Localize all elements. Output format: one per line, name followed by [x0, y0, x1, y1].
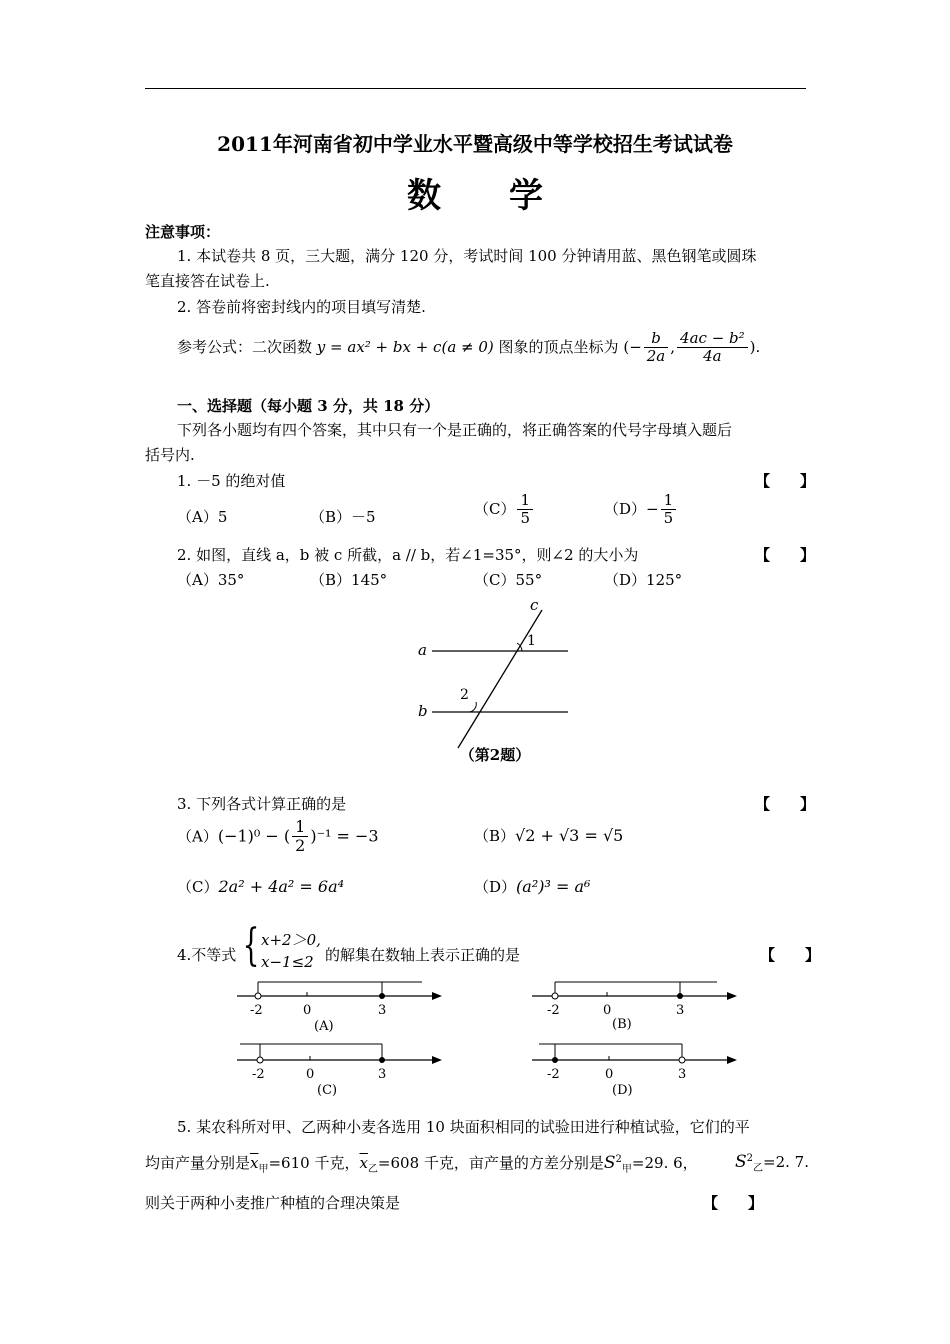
- q3-option-b-label: （B）: [474, 827, 516, 845]
- q4-stem-suffix: 的解集在数轴上表示正确的是: [325, 946, 521, 964]
- q5-var-yi: =2. 7.: [763, 1153, 809, 1171]
- q2-answer-bracket[interactable]: 【 】: [755, 546, 816, 564]
- notice-heading: 注意事项：: [145, 223, 221, 241]
- q5-stem-line2: [145, 1152, 698, 1175]
- tick-neg2: -2: [250, 1003, 263, 1018]
- tick-3: 3: [378, 1067, 387, 1082]
- notice-item-2: 2. 答卷前将密封线内的项目填写清楚.: [177, 298, 426, 316]
- vertex-x-num: b: [644, 330, 669, 348]
- q4-stem-prefix: 4.不等式: [177, 946, 237, 964]
- fig-caption: （第2题）: [459, 746, 531, 764]
- q1-d-den: 5: [663, 509, 674, 528]
- q3-option-b: [474, 825, 623, 846]
- tick-3: 3: [676, 1003, 685, 1018]
- number-line-c: [232, 1036, 447, 1100]
- q1-c-num: 1: [517, 492, 533, 510]
- angle-2-arc: [469, 702, 476, 712]
- q1-option-b: （B）－5: [310, 508, 376, 526]
- label-b: (B): [612, 1017, 632, 1032]
- exam-title: 2011年河南省初中学业水平暨高级中等学校招生考试试卷: [217, 132, 733, 156]
- formula-expression: y = ax² + bx + c(a ≠ 0): [316, 337, 494, 356]
- q4-answer-bracket[interactable]: 【 】: [760, 946, 821, 964]
- tick-0: 0: [605, 1067, 614, 1082]
- sq-jia: 2: [615, 1154, 622, 1165]
- q2-figure: [410, 598, 580, 773]
- vertex-y-num: 4ac − b²: [677, 330, 748, 348]
- q3-d-expr: (a²)³ = a⁶: [516, 877, 591, 896]
- xbar-yi: $\overline{x}$: [359, 1154, 368, 1172]
- q3-option-c: [177, 876, 344, 897]
- section-1-intro: 下列各小题均有四个答案，其中只有一个是正确的，将正确答案的代号字母填入题后: [177, 421, 733, 439]
- label-a: (A): [314, 1019, 334, 1034]
- vertex-y-fraction: [677, 330, 748, 366]
- fig-label-b: b: [418, 702, 428, 720]
- q5-stem-line3: 则关于两种小麦推广种植的合理决策是: [145, 1194, 401, 1212]
- q3-stem: 3. 下列各式计算正确的是: [177, 795, 347, 813]
- q1-stem: 1. －5 的绝对值: [177, 472, 286, 490]
- sub-yi-s: 乙: [753, 1163, 764, 1174]
- number-line-a: [232, 972, 447, 1034]
- tick-0: 0: [603, 1003, 612, 1018]
- tick-3: 3: [378, 1003, 387, 1018]
- q1-option-c-label: （C）: [474, 499, 516, 518]
- label-d: (D): [612, 1083, 633, 1098]
- fig-label-c: c: [530, 598, 539, 614]
- fig-label-2: 2: [460, 687, 469, 703]
- vertex-x-den: 2a: [646, 347, 666, 366]
- variance-s-jia: S: [603, 1153, 616, 1173]
- q5-var-jia: =29. 6，: [631, 1154, 698, 1172]
- sub-jia: 甲: [258, 1164, 269, 1175]
- vertex-open: (−: [623, 337, 642, 356]
- fig-label-a: a: [418, 641, 427, 659]
- formula-prefix: 参考公式：二次函数: [177, 337, 313, 356]
- q5-answer-bracket[interactable]: 【 】: [703, 1194, 764, 1212]
- q3-a-num: 1: [292, 818, 308, 837]
- tick-neg2: -2: [252, 1067, 265, 1082]
- q2-stem: 2. 如图，直线 a，b 被 c 所截，a // b，若∠1=35°，则∠2 的大小为: [177, 546, 639, 564]
- q1-d-num: 1: [661, 492, 677, 510]
- tick-0: 0: [303, 1003, 312, 1018]
- q3-a-expr-right: )⁻¹ = −3: [310, 826, 379, 846]
- subject-title: 数学: [407, 176, 611, 216]
- system-brace: {: [242, 920, 260, 971]
- sq-yi: 2: [746, 1153, 754, 1164]
- fig-label-1: 1: [527, 633, 536, 649]
- line-c: [458, 610, 542, 748]
- q5-stem-line1: 5. 某农科所对甲、乙两种小麦各选用 10 块面积相同的试验田进行种植试验，它们的平: [177, 1118, 750, 1136]
- q3-option-a-label: （A）: [177, 827, 218, 846]
- q2-option-b: （B）145°: [310, 571, 388, 589]
- q3-a-fraction: [292, 818, 308, 856]
- q5-var-yi-group: [735, 1152, 809, 1174]
- vertex-comma: ,: [670, 337, 676, 356]
- number-line-d: [527, 1036, 742, 1100]
- q4-inequality-1: x+2＞0,: [261, 931, 321, 949]
- section-1-heading: 一、选择题（每小题 3 分，共 18 分）: [177, 397, 440, 415]
- q1-answer-bracket[interactable]: 【 】: [755, 472, 816, 490]
- notice-item-1-cont: 笔直接答在试卷上.: [145, 272, 270, 290]
- q1-option-c: [474, 492, 535, 528]
- xbar-jia: $\overline{x}$: [250, 1154, 259, 1172]
- notice-item-1: 1. 本试卷共 8 页，三大题，满分 120 分，考试时间 100 分钟请用蓝、黑色钢笔或圆珠: [177, 247, 757, 265]
- q3-option-d: [474, 876, 590, 897]
- number-line-b: [527, 972, 742, 1034]
- tick-0: 0: [306, 1067, 315, 1082]
- q1-option-c-fraction: [517, 492, 533, 528]
- q4-inequality-2: x−1≤2: [261, 953, 314, 971]
- q5-val-jia: =610 千克，: [268, 1154, 360, 1172]
- q1-option-a: （A）5: [177, 508, 228, 526]
- tick-neg2: -2: [547, 1003, 560, 1018]
- q3-b-expr: √2 + √3 = √5: [515, 826, 624, 845]
- label-c: (C): [317, 1083, 338, 1098]
- q1-option-d-label: （D）−: [604, 499, 659, 518]
- q3-option-d-label: （D）: [474, 878, 517, 896]
- q2-option-a: （A）35°: [177, 571, 245, 589]
- q3-c-expr: 2a² + 4a² = 6a⁴: [218, 877, 345, 896]
- q5-val-yi: =608 千克，亩产量的方差分别是: [377, 1154, 604, 1172]
- q3-option-a: [177, 818, 379, 856]
- q1-c-den: 5: [520, 509, 531, 528]
- q3-a-expr-left: (−1)⁰ − (: [217, 826, 291, 846]
- q3-option-c-label: （C）: [177, 878, 219, 896]
- vertex-y-den: 4a: [703, 347, 722, 366]
- q5-text-a: 均亩产量分别是: [145, 1154, 251, 1172]
- q2-option-c: （C）55°: [474, 571, 543, 589]
- vertex-close: ).: [749, 337, 761, 356]
- q1-option-d-fraction: [661, 492, 677, 528]
- reference-formula: [177, 330, 760, 366]
- q3-a-den: 2: [295, 836, 306, 856]
- tick-neg2: -2: [547, 1067, 560, 1082]
- q1-option-d: [604, 492, 678, 528]
- top-rule: [145, 88, 806, 89]
- q2-option-d: （D）125°: [604, 571, 683, 589]
- variance-s-yi: S: [735, 1152, 747, 1172]
- sub-yi: 乙: [367, 1164, 378, 1175]
- vertex-x-fraction: [644, 330, 669, 366]
- tick-3: 3: [678, 1067, 687, 1082]
- formula-mid: 图象的顶点坐标为: [498, 337, 619, 356]
- q3-answer-bracket[interactable]: 【 】: [755, 795, 816, 813]
- section-1-intro-cont: 括号内.: [145, 446, 195, 464]
- sub-jia-s: 甲: [621, 1164, 632, 1175]
